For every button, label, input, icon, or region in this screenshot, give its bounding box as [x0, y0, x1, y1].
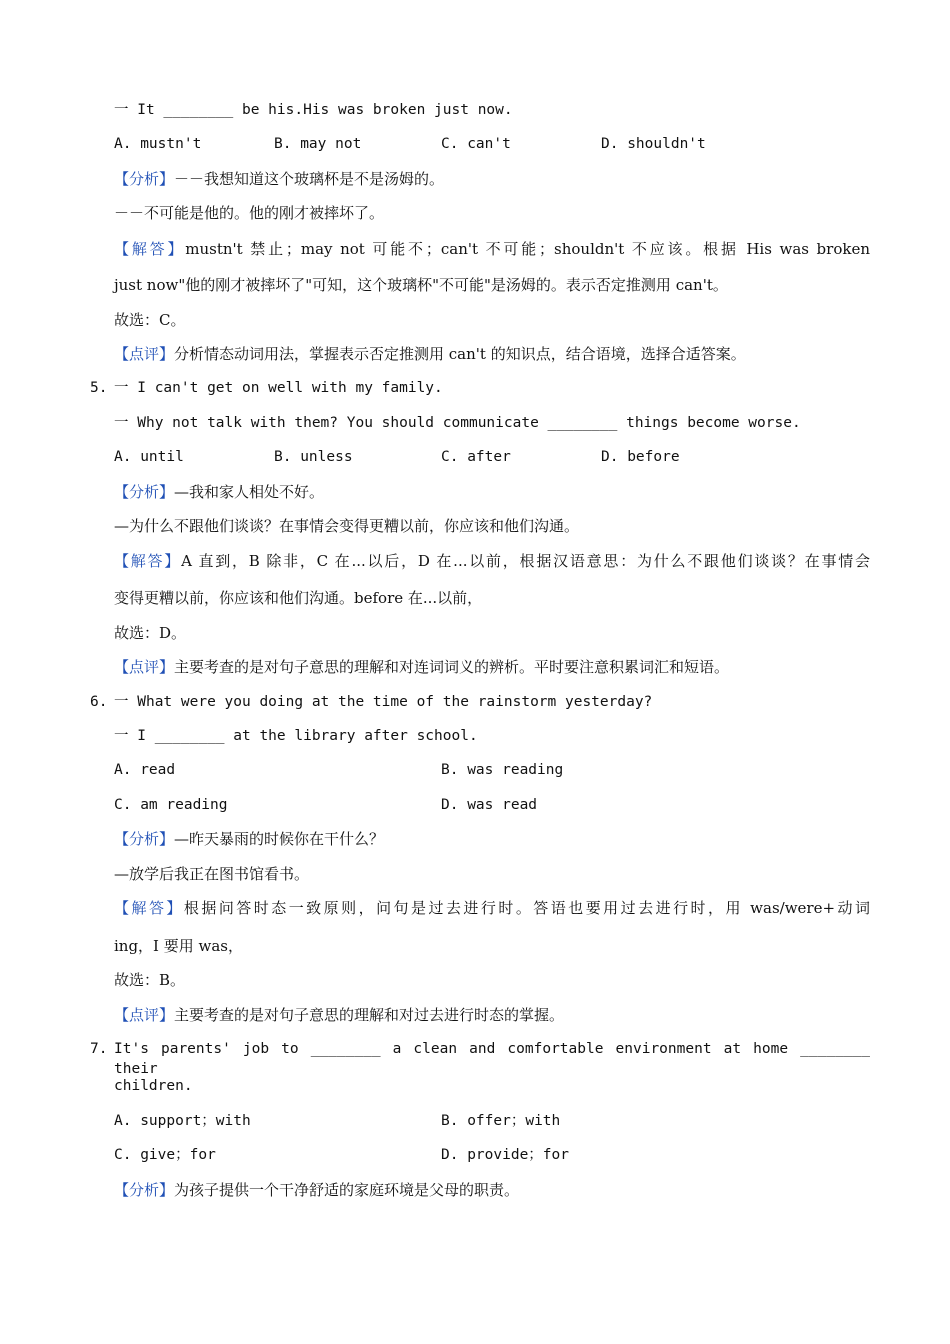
comment-tag: 【点评】 [114, 345, 175, 363]
q5-stem-line2: 一 Why not talk with them? You should communicate ________ things become worse. [114, 415, 801, 431]
q5-comment [114, 657, 870, 677]
q4-option-d: D. shouldn't [601, 136, 706, 152]
q5-analysis-text: —我和家人相处不好。 [174, 483, 325, 501]
q6-answer-text: 根据问答时态一致原则，问句是过去进行时。答语也要用过去进行时，用 was/were+动词 [183, 899, 870, 917]
q4-answer-line2: just now"他的刚才被摔坏了"可知，这个玻璃杯"不可能"是汤姆的。表示否定推测用 can't。 [114, 276, 728, 294]
q5-option-d: D. before [601, 449, 680, 465]
answer-tag: 【解答】 [114, 899, 184, 917]
q4-analysis [114, 169, 870, 189]
analysis-tag: 【分析】 [114, 170, 175, 188]
q6-answer [114, 898, 870, 918]
q4-comment [114, 344, 870, 364]
q6-analysis-text: —昨天暴雨的时候你在干什么？ [174, 830, 385, 848]
q6-option-a: A. read [114, 762, 176, 778]
q5-option-c: C. after [441, 449, 511, 465]
q7-option-d: D. provide；for [441, 1147, 569, 1163]
comment-tag: 【点评】 [114, 1006, 175, 1024]
q6-stem-line1: 一 What were you doing at the time of the rainstorm yesterday? [114, 694, 653, 710]
q5-comment-text: 主要考查的是对句子意思的理解和对连词词义的辨析。平时要注意积累词汇和短语。 [174, 658, 730, 676]
analysis-tag: 【分析】 [114, 1181, 175, 1199]
q7-option-a: A. support；with [114, 1113, 251, 1129]
q6-option-b: B. was reading [441, 762, 564, 778]
q4-stem: 一 It ________ be his.His was broken just now. [114, 102, 513, 118]
q6-stem-line2: 一 I ________ at the library after school. [114, 728, 478, 744]
analysis-tag: 【分析】 [114, 830, 175, 848]
q6-option-c: C. am reading [114, 797, 228, 813]
q5-analysis [114, 482, 870, 502]
q6-number: 6. [90, 694, 108, 710]
q4-answer-text: mustn't 禁止；may not 可能不；can't 不可能；shouldn't 不应该。根据 His was broken [185, 240, 870, 258]
q5-analysis-line2: —为什么不跟他们谈谈？在事情会变得更糟以前，你应该和他们沟通。 [114, 517, 580, 535]
q4-option-c: C. can't [441, 136, 511, 152]
q5-number: 5. [90, 380, 108, 396]
answer-tag: 【解答】 [114, 552, 182, 570]
comment-tag: 【点评】 [114, 658, 175, 676]
q4-option-a: A. mustn't [114, 136, 202, 152]
q6-option-d: D. was read [441, 797, 538, 813]
q6-analysis-line2: —放学后我正在图书馆看书。 [114, 865, 310, 883]
q5-answer-line2: 变得更糟以前，你应该和他们沟通。before 在...以前， [114, 589, 483, 607]
analysis-tag: 【分析】 [114, 483, 175, 501]
q7-number: 7. [90, 1041, 108, 1057]
q4-answer [114, 239, 870, 259]
q5-option-b: B. unless [274, 449, 353, 465]
q7-analysis [114, 1180, 870, 1200]
q7-stem-line1: It's parents' job to ________ a clean and comfortable environment at home ________ their [114, 1041, 870, 1077]
q5-option-a: A. until [114, 449, 184, 465]
q7-option-c: C. give；for [114, 1147, 216, 1163]
q5-choice: 故选：D。 [114, 624, 187, 642]
q4-choice: 故选：C。 [114, 311, 186, 329]
q7-option-b: B. offer；with [441, 1113, 561, 1129]
q5-answer [114, 551, 870, 571]
q6-choice: 故选：B。 [114, 971, 186, 989]
q6-comment [114, 1005, 870, 1025]
q7-analysis-text: 为孩子提供一个干净舒适的家庭环境是父母的职责。 [174, 1181, 520, 1199]
q6-answer-line2: ing，I 要用 was， [114, 937, 244, 955]
q4-analysis-text: －－我想知道这个玻璃杯是不是汤姆的。 [174, 170, 445, 188]
q6-comment-text: 主要考查的是对句子意思的理解和对过去进行时态的掌握。 [174, 1006, 565, 1024]
q5-answer-text: A 直到，B 除非，C 在...以后，D 在...以前，根据汉语意思：为什么不跟他们谈谈？在事情会 [181, 552, 870, 570]
q4-comment-text: 分析情态动词用法，掌握表示否定推测用 can't 的知识点，结合语境，选择合适答案。 [174, 345, 746, 363]
answer-tag: 【解答】 [114, 240, 186, 258]
q4-analysis-line2: －－不可能是他的。他的刚才被摔坏了。 [114, 204, 385, 222]
q7-stem-line2: children. [114, 1078, 193, 1094]
q6-analysis [114, 829, 870, 849]
q4-option-b: B. may not [274, 136, 362, 152]
q5-stem-line1: 一 I can't get on well with my family. [114, 380, 443, 396]
